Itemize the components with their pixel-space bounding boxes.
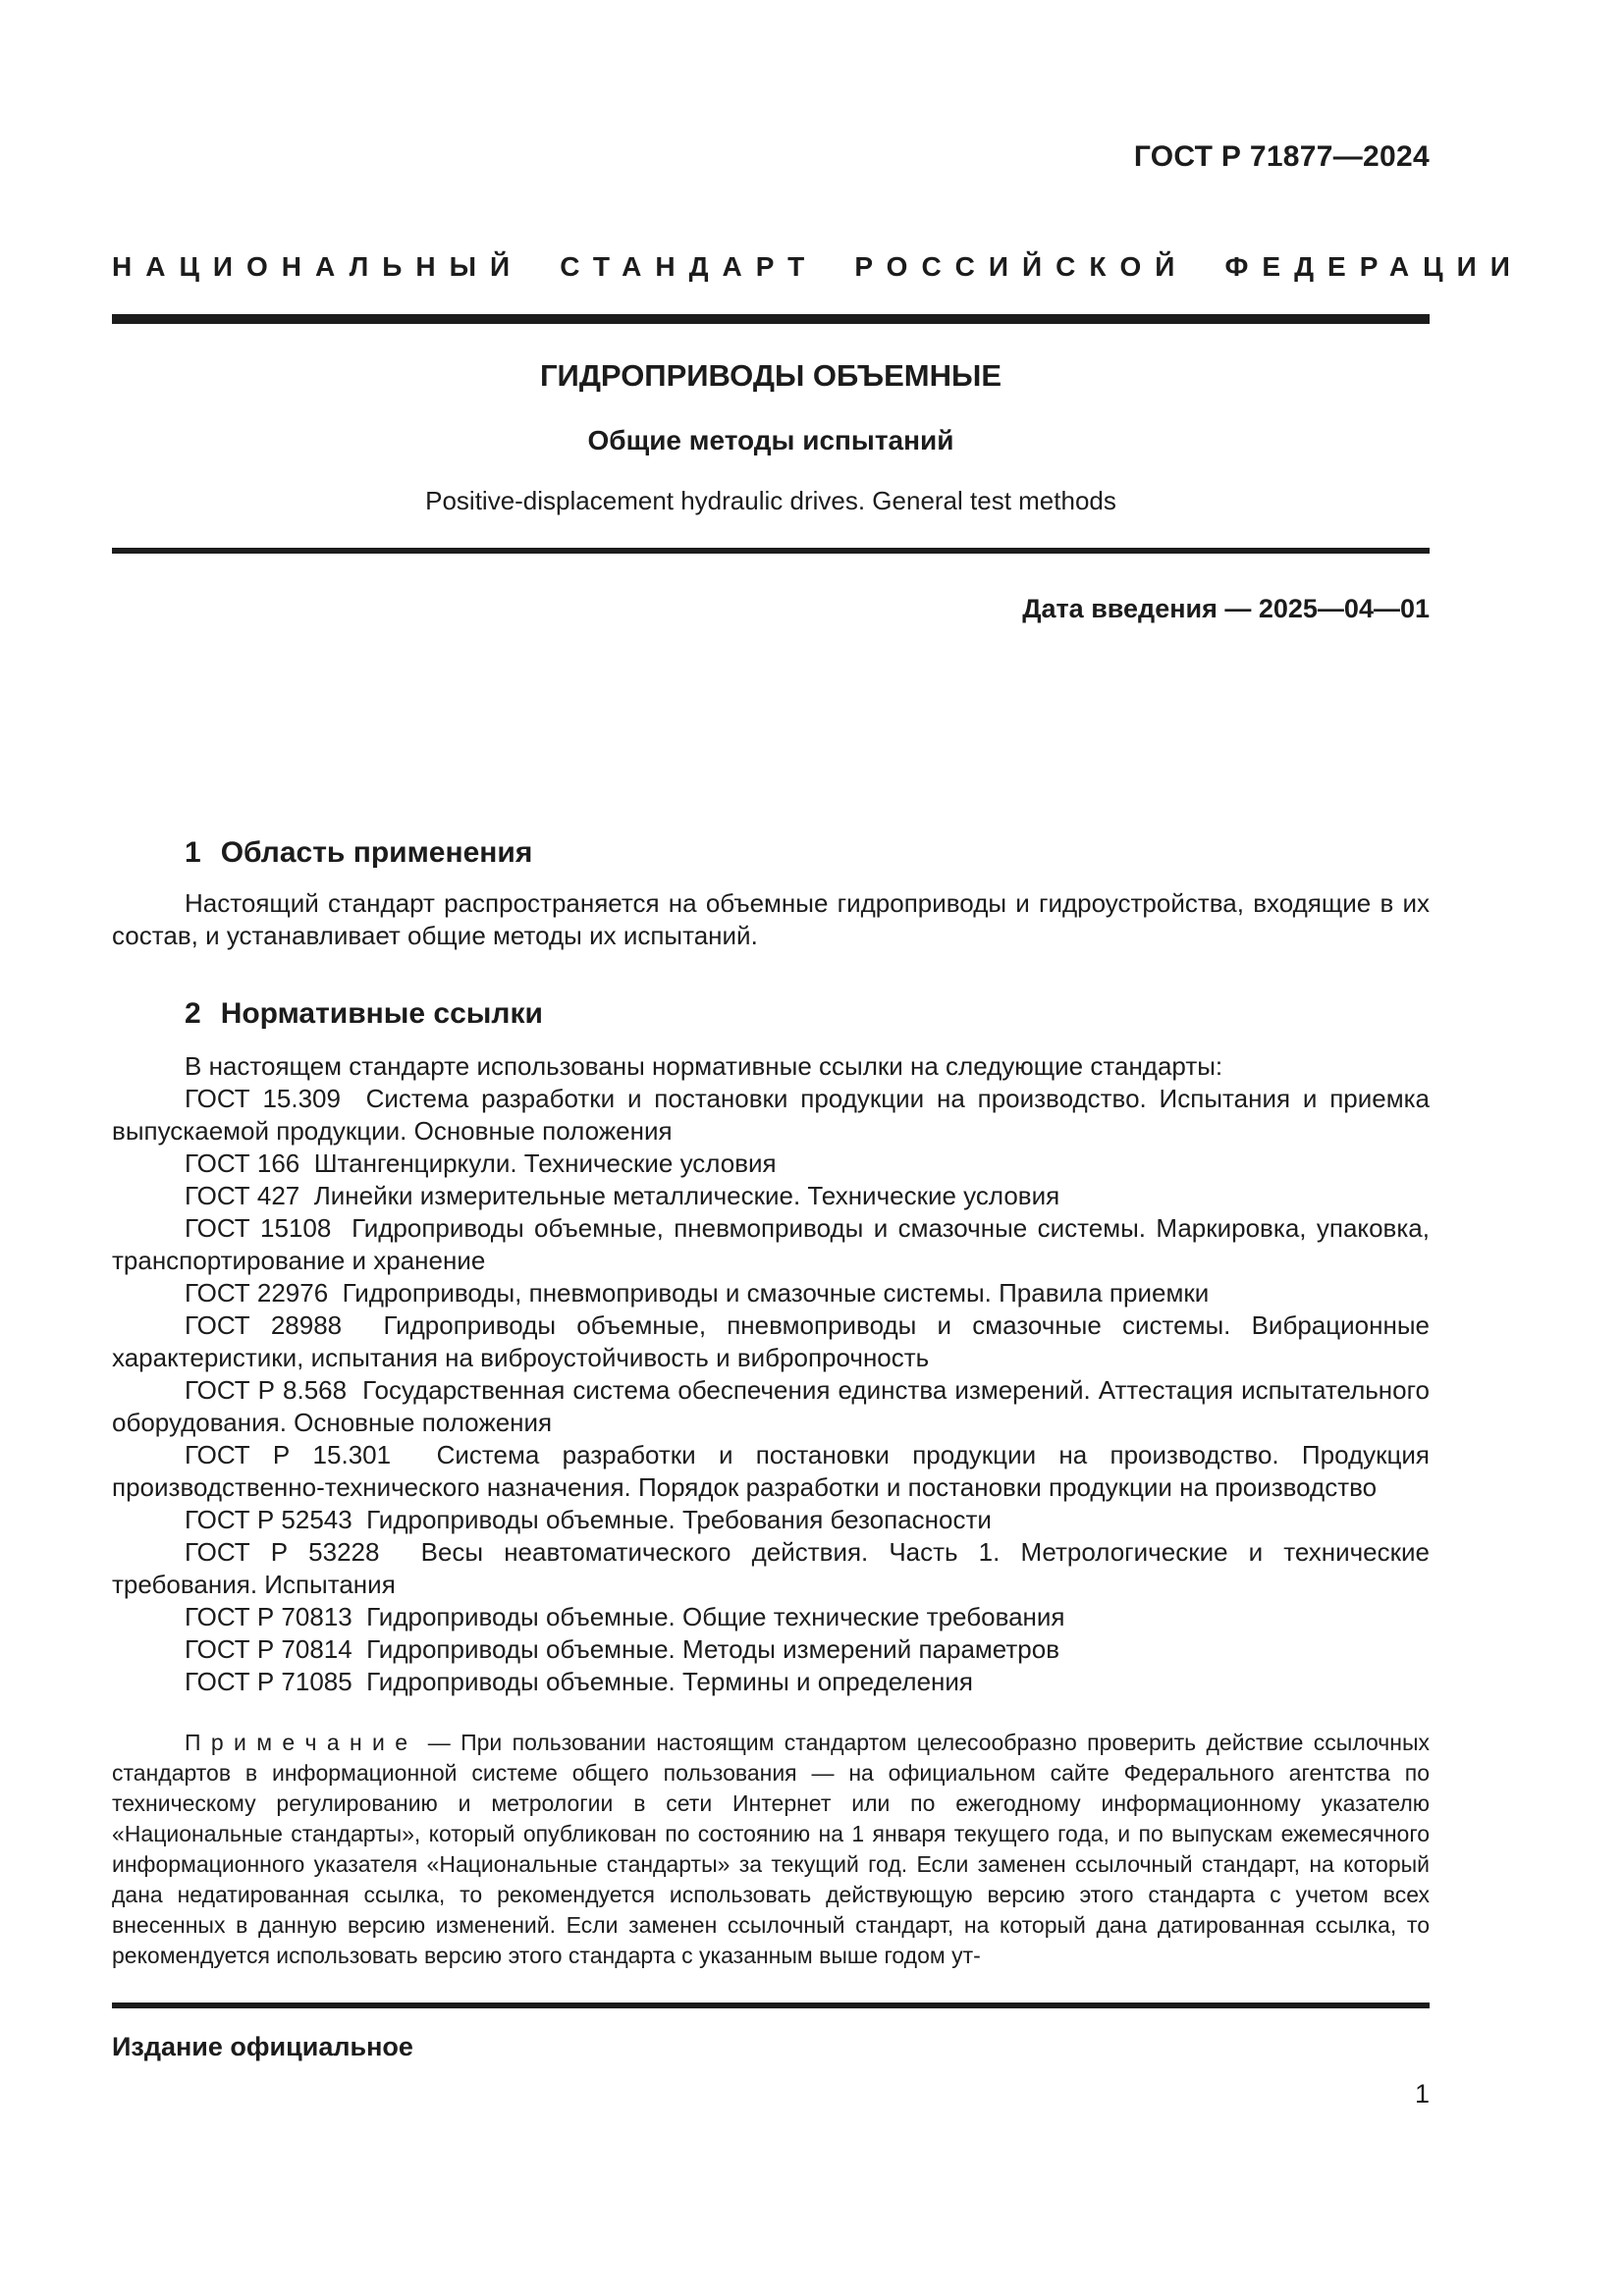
doc-number: ГОСТ Р 71877—2024 (1133, 140, 1430, 173)
standard-type-banner: НАЦИОНАЛЬНЫЙ СТАНДАРТ РОССИЙСКОЙ ФЕДЕРАЦИИ (112, 251, 1524, 282)
reference-item: ГОСТ 28988 Гидроприводы объемные, пневмоприводы и смазочные системы. Вибрационные характеристики, испытания на виброустойчивость и вибропрочность (112, 1310, 1430, 1372)
footer-rule (112, 2002, 1430, 2008)
section-2-heading (112, 993, 1430, 1035)
references-block (112, 1050, 1430, 1698)
reference-item: ГОСТ 22976 Гидроприводы, пневмоприводы и смазочные системы. Правила приемки (185, 1278, 1210, 1308)
section-1-paragraph: Настоящий стандарт распространяется на объемные гидроприводы и гидроустройства, входящие в их состав, и устанавливает общие методы их испытаний. (112, 888, 1430, 950)
section-2-number: 2 (185, 997, 201, 1030)
section-1-number: 1 (185, 836, 201, 869)
standard-title-en: Positive-displacement hydraulic drives. General test methods (425, 486, 1116, 515)
page-footer (112, 2002, 1430, 2110)
effective-date: Дата введения — 2025—04—01 (1022, 594, 1430, 623)
banner-rule (112, 314, 1430, 324)
reference-item: ГОСТ Р 70813 Гидроприводы объемные. Общие технические требования (185, 1602, 1065, 1631)
reference-item: ГОСТ Р 52543 Гидроприводы объемные. Требования безопасности (185, 1505, 992, 1534)
reference-item: ГОСТ Р 53228 Весы неавтоматического действия. Часть 1. Метрологические и технические требования. Испытания (112, 1537, 1430, 1599)
reference-item: ГОСТ Р 70814 Гидроприводы объемные. Методы измерений параметров (185, 1634, 1060, 1664)
section-1-title: Область применения (220, 836, 533, 869)
reference-item: ГОСТ Р 15.301 Система разработки и постановки продукции на производство. Продукция производственно-технического назначения. Порядок разработки и постановки продукции на производство (112, 1440, 1430, 1502)
references-note: П р и м е ч а н и е — При пользовании настоящим стандартом целесообразно проверить действие ссылочных стандартов в информационной системе общего пользования — на официальном сайте Федерального агентства по техническому регулированию и метрологии в сети Интернет или по ежегодному информационному указателю «Национальные стандарты», который опубликован по состоянию на 1 января текущего года, и по выпускам ежемесячного информационного указателя «Национальные стандарты» за текущий год. Если заменен ссылочный стандарт, на который дана недатированная ссылка, то рекомендуется использовать действующую версию этого стандарта с учетом всех внесенных в данную версию изменений. Если заменен ссылочный стандарт, на который дана датированная ссылка, то рекомендуется использовать версию этого стандарта с указанным выше годом ут- (112, 1730, 1430, 1968)
references-intro: В настоящем стандарте использованы нормативные ссылки на следующие стандарты: (185, 1051, 1223, 1081)
section-2-title: Нормативные ссылки (220, 997, 543, 1030)
reference-item: ГОСТ 15108 Гидроприводы объемные, пневмоприводы и смазочные системы. Маркировка, упаковка, транспортирование и хранение (112, 1213, 1430, 1275)
standard-subtitle-ru: Общие методы испытаний (587, 425, 954, 455)
reference-item: ГОСТ 166 Штангенциркули. Технические условия (185, 1148, 777, 1178)
official-edition-label: Издание официальное (112, 2032, 413, 2061)
section-1-heading (112, 832, 1430, 874)
standard-title-ru: ГИДРОПРИВОДЫ ОБЪЕМНЫЕ (539, 358, 1001, 393)
reference-item: ГОСТ Р 8.568 Государственная система обеспечения единства измерений. Аттестация испытательного оборудования. Основные положения (112, 1375, 1430, 1437)
reference-item: ГОСТ Р 71085 Гидроприводы объемные. Термины и определения (185, 1667, 973, 1696)
reference-item: ГОСТ 427 Линейки измерительные металлические. Технические условия (185, 1181, 1060, 1210)
reference-item: ГОСТ 15.309 Система разработки и постановки продукции на производство. Испытания и приемка выпускаемой продукции. Основные положения (112, 1084, 1430, 1146)
page-number: 1 (1414, 2079, 1430, 2109)
title-block-rule (112, 548, 1430, 554)
